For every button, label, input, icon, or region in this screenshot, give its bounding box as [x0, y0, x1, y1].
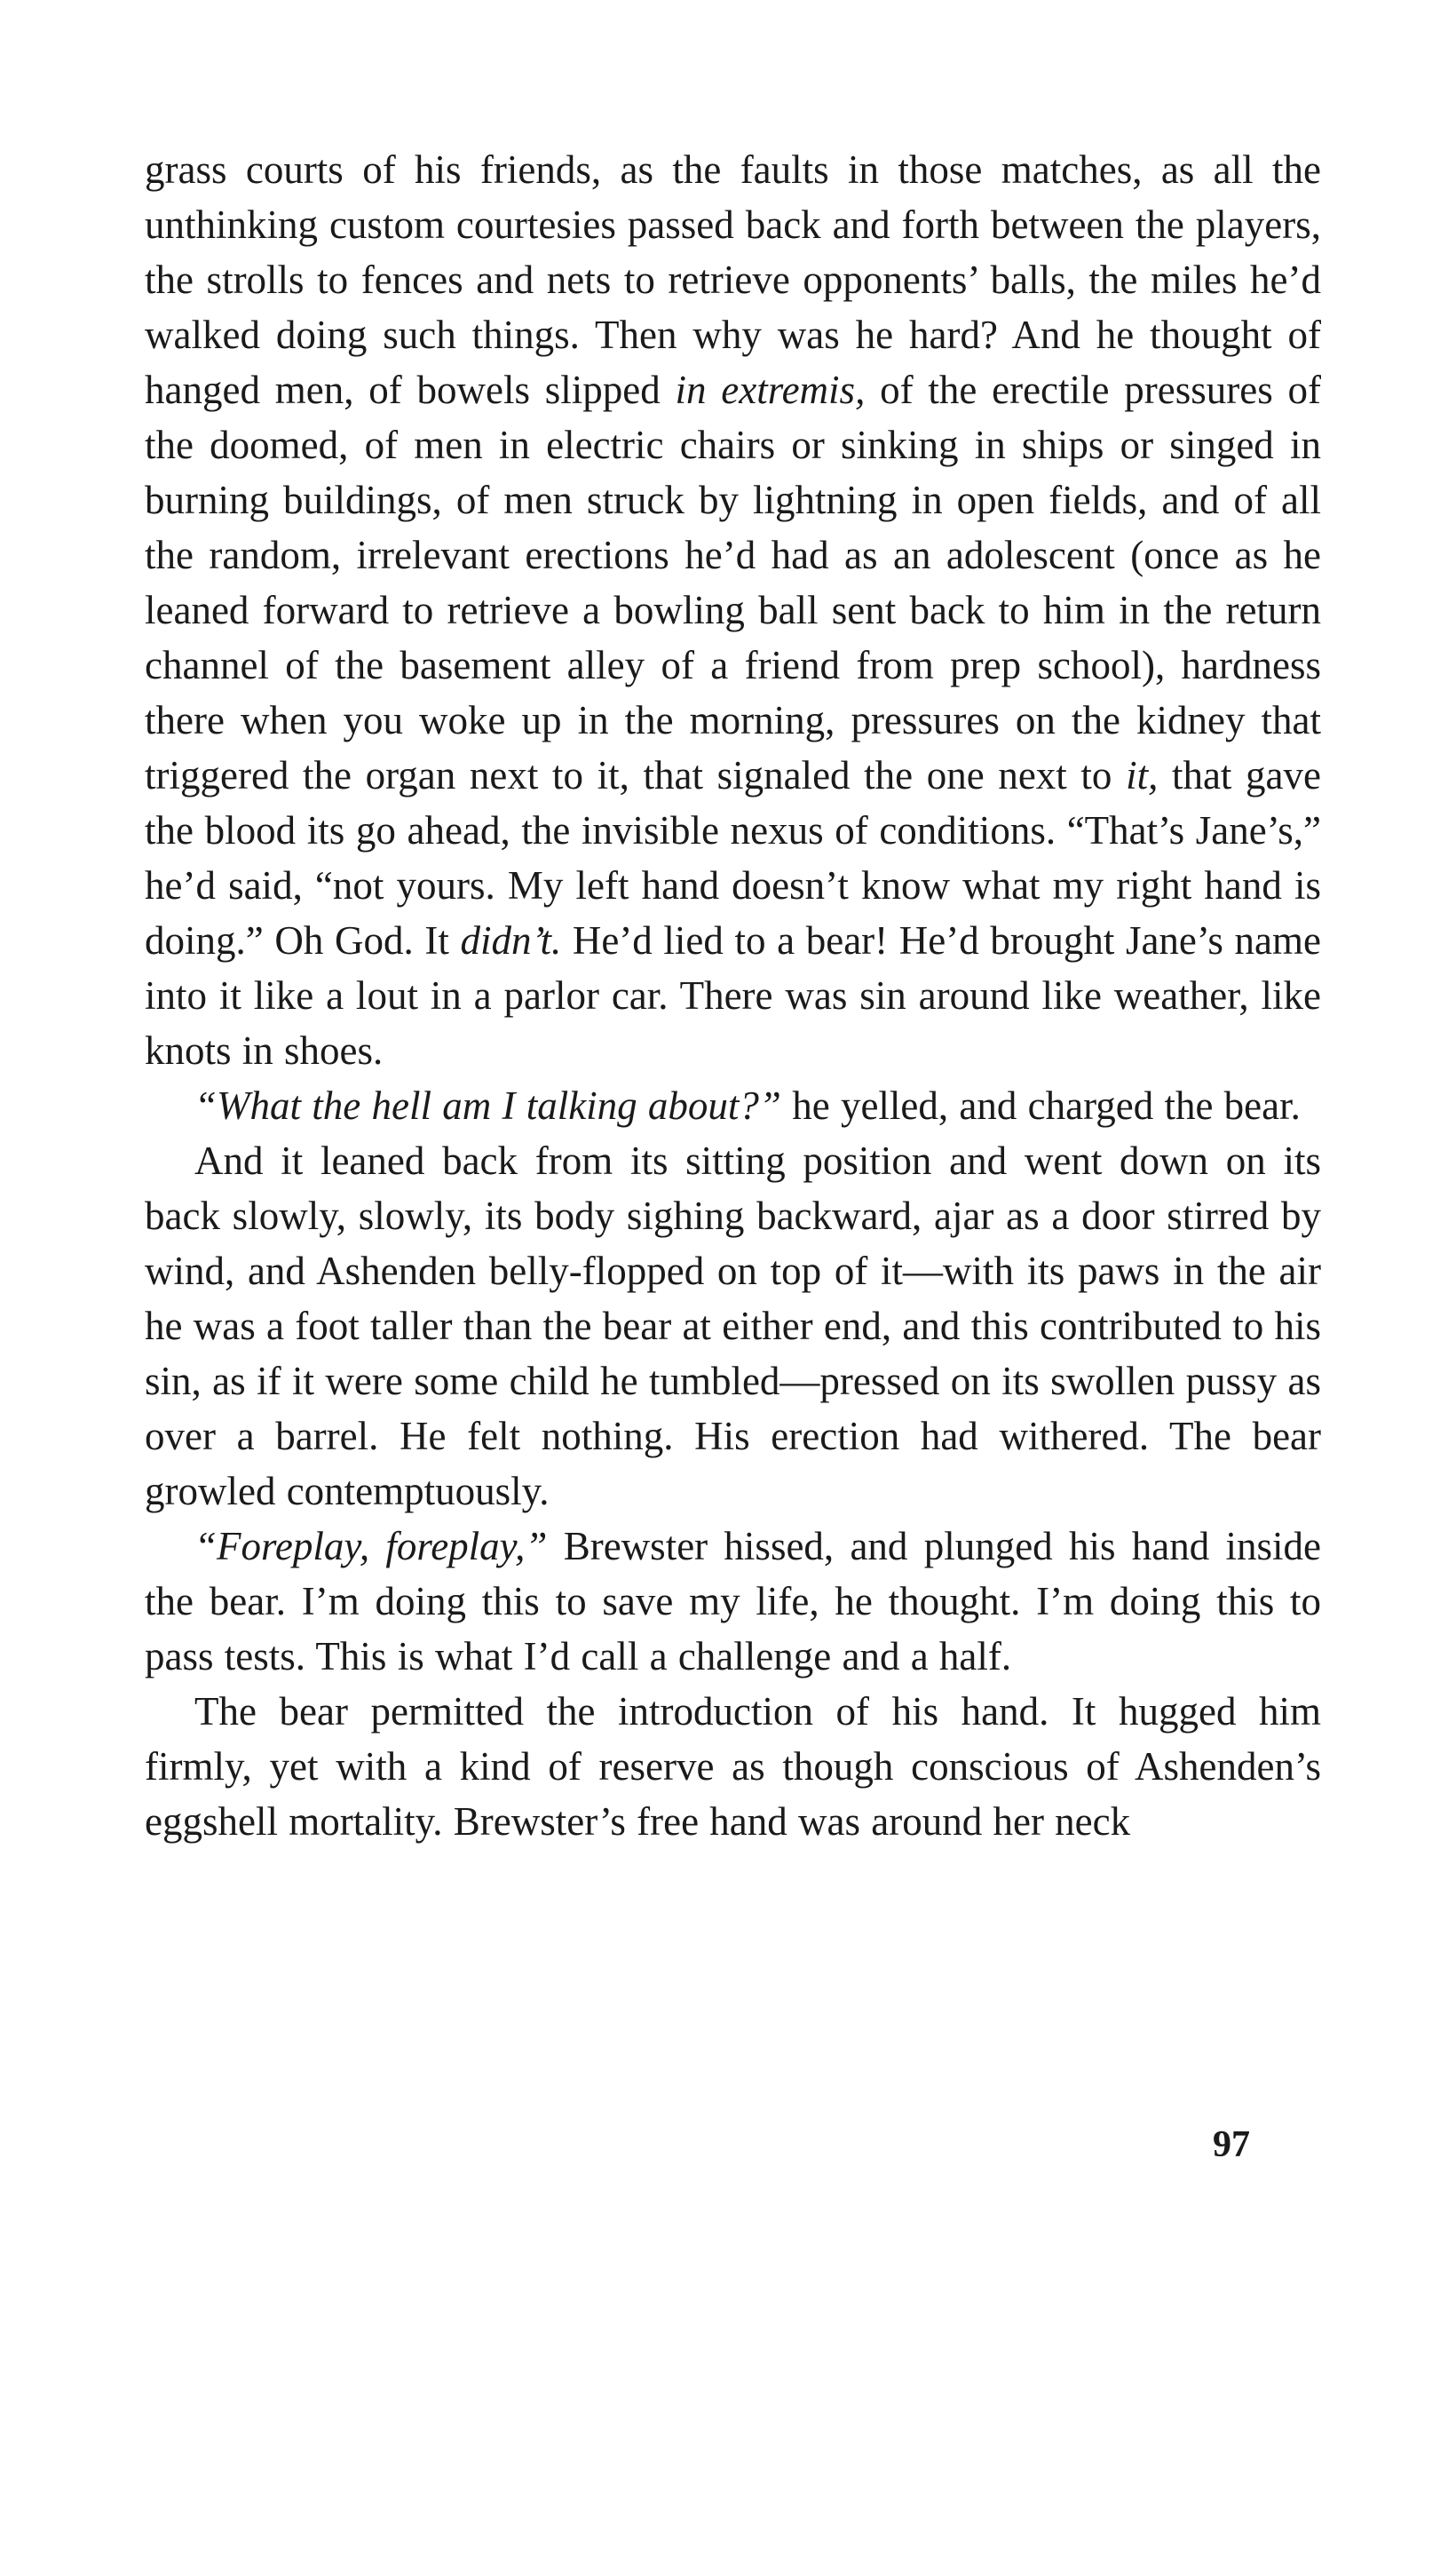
- text-segment: that gave the blood its go ahead, the invisible nexus of conditions. “That’s Jane’s,” he’d said, “not yours. My left hand doesn’t know what my right hand is doing.” Oh God. It: [145, 753, 1321, 963]
- italic-text-segment: “Foreplay, foreplay,”: [194, 1524, 548, 1568]
- italic-text-segment: “What the hell am I talking about?”: [194, 1083, 781, 1128]
- paragraph: [145, 1519, 1321, 1684]
- body-text: [145, 142, 1321, 1849]
- paragraph: [145, 1684, 1321, 1849]
- italic-text-segment: it,: [1126, 753, 1159, 797]
- text-segment: And it leaned back from its sitting position and went down on its back slowly, slowly, its body sighing backward, ajar as a door stirred by wind, and Ashenden belly-flopped on top of it—with its paws in the air he was a foot taller than the bear at either end, and this contributed to his sin, as if it were some child he tumbled—pressed on its swollen pussy as over a barrel. He felt nothing. His erection had withered. The bear growled contemptuously.: [145, 1139, 1321, 1513]
- text-segment: Brewster hissed, and plunged his hand inside the bear. I’m doing this to save my life, he thought. I’m doing this to pass tests. This is what I’d call a challenge and a half.: [145, 1524, 1321, 1678]
- italic-text-segment: in extremis,: [675, 368, 866, 412]
- text-segment: The bear permitted the introduction of his hand. It hugged him firmly, yet with a kind of reserve as though conscious of Ashenden’s eggshell mortality. Brewster’s free hand was around her neck: [145, 1689, 1321, 1844]
- italic-text-segment: didn’t.: [460, 918, 562, 963]
- text-segment: he yelled, and charged the bear.: [780, 1083, 1301, 1128]
- text-segment: of the erectile pressures of the doomed, of men in electric chairs or sinking in ships or singed in burning buildings, of men struck by lightning in open fields, and of all the random, irrelevant erections he’d had as an adolescent (once as he leaned forward to retrieve a bowling ball sent back to him in the return channel of the basement alley of a friend from prep school), hardness there when you woke up in the morning, pressures on the kidney that triggered the organ next to it, that signaled the one next to: [145, 368, 1321, 797]
- text-segment: grass courts of his friends, as the faults in those matches, as all the unthinking custom courtesies passed back and forth between the players, the strolls to fences and nets to retrieve opponents’ balls, the miles he’d walked doing such things. Then why was he hard? And he thought of hanged men, of bowels slipped: [145, 147, 1321, 412]
- paragraph: [145, 1133, 1321, 1519]
- paragraph: [145, 142, 1321, 1078]
- page-number: 97: [1213, 2124, 1250, 2165]
- text-segment: He’d lied to a bear! He’d brought Jane’s name into it like a lout in a parlor car. There was sin around like weather, like knots in shoes.: [145, 918, 1321, 1073]
- paragraph: [145, 1078, 1321, 1133]
